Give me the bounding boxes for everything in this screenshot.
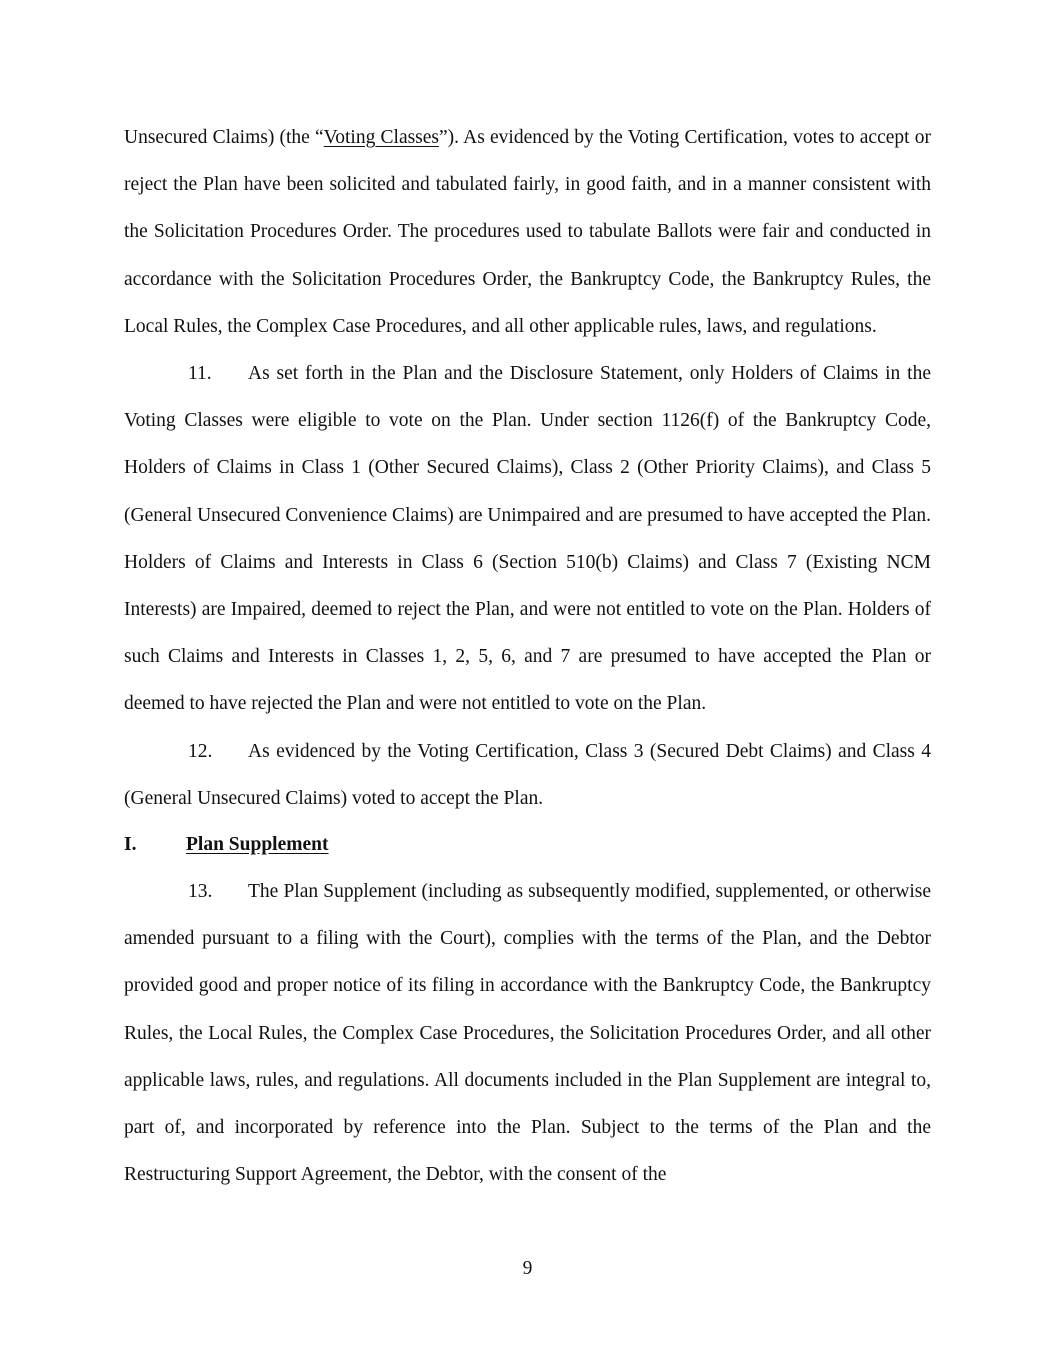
paragraph-12-text: As evidenced by the Voting Certification, Class 3 (Secured Debt Claims) and Class 4 (General Unsecured Claims) voted to accept the Plan. xyxy=(124,740,931,809)
document-page xyxy=(124,114,931,1198)
paragraph-11 xyxy=(124,350,931,728)
paragraph-11-text: As set forth in the Plan and the Disclosure Statement, only Holders of Claims in the Voting Classes were eligible to vote on the Plan. Under section 1126(f) of the Bankruptcy Code, Holders of Claims in Class 1 (Other Secured Claims), Class 2 (Other Priority Claims), and Class 5 (General Unsecured Convenience Claims) are Unimpaired and are presumed to have accepted the Plan. Holders of Claims and Interests in Class 6 (Section 510(b) Claims) and Class 7 (Existing NCM Interests) are Impaired, deemed to reject the Plan, and were not entitled to vote on the Plan. Holders of such Claims and Interests in Classes 1, 2, 5, 6, and 7 are presumed to have accepted the Plan or deemed to have rejected the Plan and were not entitled to vote on the Plan. xyxy=(124,363,931,715)
paragraph-11-number: 11. xyxy=(188,363,212,385)
paragraph-12-number: 12. xyxy=(188,740,213,762)
paragraph-continuation xyxy=(124,114,931,350)
page-number: 9 xyxy=(522,1258,533,1279)
paragraph-13-number: 13. xyxy=(188,881,213,903)
section-heading-number: I. xyxy=(124,834,137,856)
paragraph-12 xyxy=(124,728,931,822)
section-heading xyxy=(124,822,931,868)
paragraph-13-text: The Plan Supplement (including as subsequently modified, supplemented, or otherwise amended pursuant to a filing with the Court), complies with the terms of the Plan, and the Debtor provided good and proper notice of its filing in accordance with the Bankruptcy Code, the Bankruptcy Rules, the Local Rules, the Complex Case Procedures, the Solicitation Procedures Order, and all other applicable laws, rules, and regulations. All documents included in the Plan Supplement are integral to, part of, and incorporated by reference into the Plan. Subject to the terms of the Plan and the Restructuring Support Agreement, the Debtor, with the consent of the xyxy=(124,881,931,1186)
section-heading-title: Plan Supplement xyxy=(186,834,329,856)
defined-term-voting-classes: Voting Classes xyxy=(323,127,440,148)
paragraph-13 xyxy=(124,868,931,1198)
paragraph-continuation-body: ”). As evidenced by the Voting Certification, votes to accept or reject the Plan have been solicited and tabulated fairly, in good faith, and in a manner consistent with the Solicitation Procedures Order. The procedures used to tabulate Ballots were fair and conducted in accordance with the Solicitation Procedures Order, the Bankruptcy Code, the Bankruptcy Rules, the Local Rules, the Complex Case Procedures, and all other applicable rules, laws, and regulations. xyxy=(124,127,931,337)
paragraph-continuation-lead: Unsecured Claims) (the “ xyxy=(124,127,324,148)
